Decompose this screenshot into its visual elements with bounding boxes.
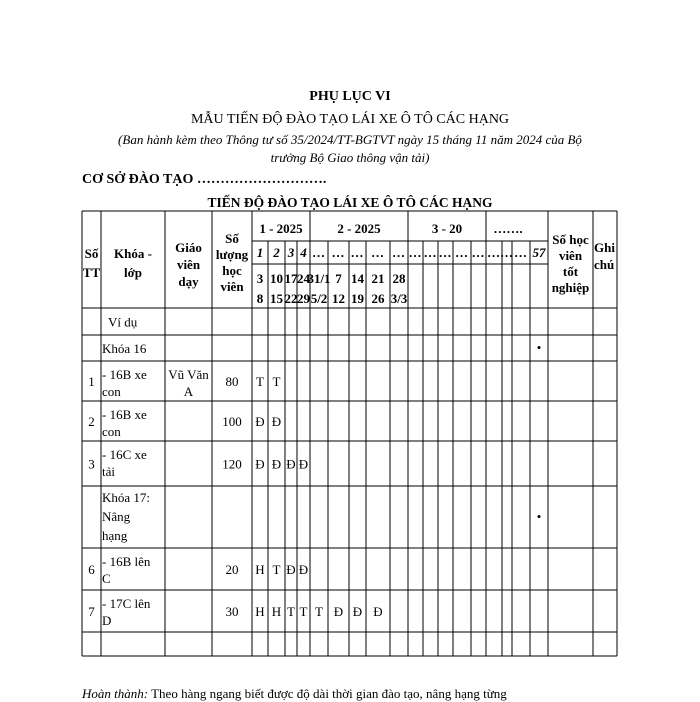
row-course: con bbox=[102, 384, 121, 399]
week-end-day: 8 bbox=[256, 291, 264, 306]
subtitle-line-1: (Ban hành kèm theo Thông tư số 35/2024/TT-BGTVT ngày 15 tháng 11 năm 2024 của Bộ bbox=[118, 132, 582, 147]
week-start-day: 10 bbox=[270, 271, 283, 286]
row-course: Nâng bbox=[102, 509, 131, 524]
week-number: 57 bbox=[532, 245, 546, 260]
header-course: Khóa - bbox=[114, 246, 152, 261]
header-teacher: Giáo bbox=[175, 240, 202, 255]
header-month: 2 - 2025 bbox=[337, 221, 381, 236]
week-number: … bbox=[371, 245, 385, 260]
week-end-day: 26 bbox=[371, 291, 385, 306]
row-schedule-mark: T bbox=[315, 604, 323, 619]
row-course: tải bbox=[102, 464, 115, 479]
row-schedule-mark: Đ bbox=[255, 414, 265, 429]
row-schedule-mark: Đ bbox=[373, 604, 383, 619]
appendix-heading: PHỤ LỤC VI bbox=[309, 89, 391, 104]
document-title: MẪU TIẾN ĐỘ ĐÀO TẠO LÁI XE Ô TÔ CÁC HẠNG bbox=[190, 112, 510, 127]
header-graduated: viên bbox=[558, 248, 583, 263]
row-schedule-mark: T bbox=[287, 604, 295, 619]
week-number: 4 bbox=[300, 245, 307, 260]
row-course: Khóa 16 bbox=[102, 341, 147, 356]
row-course: - 17C lên bbox=[102, 596, 151, 611]
row-course: - 16B lên bbox=[102, 554, 151, 569]
week-number: … bbox=[487, 245, 501, 260]
row-schedule-mark: T bbox=[272, 562, 281, 577]
header-stt: TT bbox=[82, 265, 101, 280]
row-schedule-mark: Đ bbox=[298, 562, 309, 577]
header-count: lượng bbox=[215, 247, 249, 262]
row-schedule-mark: T bbox=[272, 374, 281, 389]
row-stt: 7 bbox=[88, 604, 95, 619]
row-teacher: A bbox=[183, 384, 194, 399]
week-start-day: 21 bbox=[371, 271, 385, 286]
row-course: D bbox=[102, 613, 112, 628]
week-end-day: 5/2 bbox=[310, 291, 328, 306]
table-grid bbox=[82, 211, 617, 656]
header-graduated: nghiệp bbox=[551, 280, 590, 295]
week-end-day: 12 bbox=[332, 291, 345, 306]
header-graduated: tốt bbox=[562, 264, 579, 279]
row-stt: 1 bbox=[88, 374, 95, 389]
week-start-day: 14 bbox=[351, 271, 364, 286]
row-schedule-mark: H bbox=[271, 604, 282, 619]
week-end-day: 15 bbox=[270, 291, 283, 306]
row-stt: 3 bbox=[88, 456, 95, 472]
row-schedule-mark: T bbox=[299, 604, 308, 619]
row-course: - 16B xe bbox=[102, 367, 147, 382]
week-start-day: 28 bbox=[392, 271, 406, 286]
row-course: C bbox=[102, 571, 111, 586]
subtitle-line-2: trưởng Bộ Giao thông vận tải) bbox=[270, 150, 430, 165]
header-count: viên bbox=[220, 279, 244, 294]
week-number: … bbox=[455, 245, 469, 260]
row-schedule-mark: Đ bbox=[286, 456, 296, 472]
week-start-day: 31/1 bbox=[307, 271, 331, 286]
header-course: lớp bbox=[123, 265, 143, 280]
week-number: 1 bbox=[256, 245, 264, 260]
row-schedule-mark: T bbox=[256, 374, 264, 389]
week-end-day: 29 bbox=[297, 291, 310, 306]
row-schedule-mark: H bbox=[255, 604, 265, 619]
header-month: ……. bbox=[493, 221, 523, 236]
week-end-day: 19 bbox=[351, 291, 364, 306]
row-stt: 6 bbox=[88, 562, 95, 577]
row-schedule-mark: Đ bbox=[271, 456, 282, 472]
header-month: 3 - 20 bbox=[431, 221, 463, 236]
header-count: học bbox=[222, 263, 242, 278]
row-schedule-mark: H bbox=[255, 562, 265, 577]
row-course: con bbox=[102, 424, 121, 439]
row-course: Ví dụ bbox=[108, 314, 138, 330]
row-schedule-mark: Đ bbox=[271, 414, 282, 429]
row-schedule-mark: Đ bbox=[352, 604, 363, 619]
week-start-day: 24 bbox=[297, 271, 310, 286]
training-facility-label: CƠ SỞ ĐÀO TẠO ………………………. bbox=[82, 172, 327, 187]
header-count: Số bbox=[225, 231, 239, 246]
row-course: Khóa 17: bbox=[102, 490, 151, 505]
week-number: … bbox=[439, 245, 452, 260]
row-course: hạng bbox=[102, 528, 128, 543]
row-schedule-mark: Đ bbox=[255, 456, 265, 472]
week-number: … bbox=[392, 245, 406, 260]
week-start-day: 7 bbox=[335, 271, 342, 286]
week-number: … bbox=[424, 245, 437, 260]
row-count: 20 bbox=[225, 562, 239, 577]
row-count: 120 bbox=[222, 456, 242, 472]
header-teacher: viên bbox=[176, 257, 201, 272]
row-course: - 16B xe bbox=[102, 407, 147, 422]
header-graduated: Số học bbox=[552, 232, 589, 247]
header-note: Ghi bbox=[594, 240, 615, 255]
row-stt: 2 bbox=[88, 414, 95, 429]
week-number: … bbox=[312, 245, 326, 260]
week-number: … bbox=[514, 245, 528, 260]
row-teacher: Vũ Văn bbox=[168, 367, 209, 382]
week-number: … bbox=[332, 245, 345, 260]
row-course: - 16C xe bbox=[102, 447, 147, 462]
week-number: … bbox=[472, 245, 485, 260]
row-count: 100 bbox=[222, 414, 242, 429]
week-number: … bbox=[500, 245, 514, 260]
row-count: 80 bbox=[225, 374, 239, 389]
row-count: 30 bbox=[225, 604, 239, 619]
week-number: 2 bbox=[273, 245, 280, 260]
header-teacher: dạy bbox=[178, 274, 199, 289]
week-start-day: 17 bbox=[284, 271, 298, 286]
row-marker: • bbox=[536, 509, 542, 524]
row-schedule-mark: Đ bbox=[333, 604, 344, 619]
week-number: … bbox=[409, 245, 422, 260]
week-number: 3 bbox=[287, 245, 295, 260]
header-stt: Số bbox=[84, 246, 99, 261]
row-schedule-mark: Đ bbox=[286, 562, 296, 577]
header-month: 1 - 2025 bbox=[259, 221, 303, 236]
week-end-day: 22 bbox=[284, 291, 298, 306]
week-end-day: 3/3 bbox=[390, 291, 408, 306]
row-marker: • bbox=[536, 340, 542, 355]
table-title: TIẾN ĐỘ ĐÀO TẠO LÁI XE Ô TÔ CÁC HẠNG bbox=[207, 195, 493, 210]
header-note: chú bbox=[594, 257, 615, 272]
week-start-day: 3 bbox=[256, 271, 264, 286]
row-schedule-mark: Đ bbox=[298, 456, 309, 472]
footer-label: Hoàn thành: bbox=[82, 686, 149, 701]
footer-text: Theo hàng ngang biết được độ dài thời gian đào tạo, nâng hạng từng bbox=[148, 686, 507, 701]
week-number: … bbox=[351, 245, 364, 260]
